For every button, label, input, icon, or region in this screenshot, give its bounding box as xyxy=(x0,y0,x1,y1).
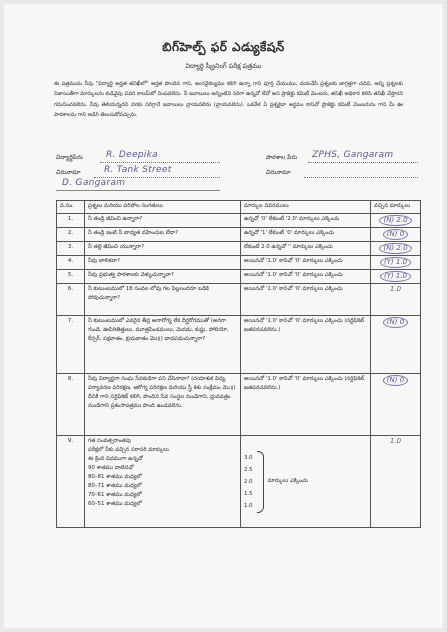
header-scoring: మార్కుల వివరములు xyxy=(241,201,371,214)
scale-value: 2.0 xyxy=(244,478,253,485)
q9-line: గత సంవత్సరాంతపు xyxy=(88,438,131,444)
address-line-2 xyxy=(56,190,220,191)
student-name-label: విద్యార్థిపేరు xyxy=(56,154,83,161)
row-mark-cell[interactable] xyxy=(371,256,421,270)
row-scoring: లేకుంటే 2.0 ఉన్నచో '' మార్కులు ఎక్కించు xyxy=(241,242,371,256)
row-question: నీ కుటుంబములో 18 సంవల లోపు గల పిల్లలందరూ బడికి పోవుచున్నారా? xyxy=(85,284,241,316)
header-question: ప్రశ్నలు మరియు పరిపోల సంగతులు xyxy=(85,201,241,214)
row-mark: (Y) 1.0 xyxy=(380,271,411,282)
row-mark-cell[interactable] xyxy=(371,228,421,242)
brace-shape xyxy=(257,451,264,513)
table-row xyxy=(57,436,421,528)
row-number: 3. xyxy=(57,242,85,256)
row-scoring: అయినచో '1.0' కానిచో '0' మార్కులు ఎక్కించు (సర్టిఫికెట్ జతపరచవలెను.) xyxy=(241,316,371,374)
row-mark-cell[interactable] xyxy=(371,436,421,528)
table-row xyxy=(57,228,421,242)
row-mark: (N) 0 xyxy=(383,375,408,386)
row-mark: (N) 0 xyxy=(383,229,408,240)
row-mark: (Y) 1.0 xyxy=(380,257,411,268)
row-number: 8. xyxy=(57,374,85,436)
row-mark-cell[interactable] xyxy=(371,242,421,256)
q9-line: ఈ క్రింది విధముగా ఉన్నచో xyxy=(88,456,143,462)
form-sheet xyxy=(4,4,443,628)
q9-line: 90 శాతము దాటినచో xyxy=(88,465,134,471)
table-header-row xyxy=(57,201,421,214)
row-question: నీ తండ్రి జీవించి ఉన్నారా? xyxy=(85,214,241,228)
table-row xyxy=(57,256,421,270)
row-scoring: ఉన్నచో '1' లేకుంటే '0' మార్కులు ఎక్కించు xyxy=(241,228,371,242)
row-number: 7. xyxy=(57,316,85,374)
row-mark: (N) 2.0 xyxy=(379,215,411,226)
table-row xyxy=(57,242,421,256)
row-scoring: అయినచో '1.0' కానిచో '0' మార్కులు ఎక్కించు xyxy=(241,270,371,284)
table-row xyxy=(57,214,421,228)
row-question: నీవు బాలికవా? xyxy=(85,256,241,270)
school-name-value[interactable]: ZPHS, Gangaram xyxy=(312,150,394,160)
scale-value: 1.0 xyxy=(244,502,253,509)
row-mark-cell[interactable] xyxy=(371,214,421,228)
row-mark: (N) 2.0 xyxy=(379,243,411,254)
table-row xyxy=(57,316,421,374)
table-row xyxy=(57,284,421,316)
scale-value: 3.0 xyxy=(244,454,253,461)
row-mark: 1.0 xyxy=(389,285,402,293)
student-name-value[interactable]: R. Deepika xyxy=(106,150,158,160)
row-number: 2. xyxy=(57,228,85,242)
q9-line: పరీక్షలో నీకు వచ్చిన సరాసరి మార్కులు xyxy=(88,447,169,453)
row-scoring: అయినచో '1.0' కానిచో '0' మార్కులు ఎక్కించు xyxy=(241,256,371,270)
table-row xyxy=(57,270,421,284)
row-number: 4. xyxy=(57,256,85,270)
row-mark-cell[interactable] xyxy=(371,270,421,284)
scale-value: 1.5 xyxy=(244,490,253,497)
row-question: నీ తల్లి జీవించి యున్నారా? xyxy=(85,242,241,256)
address-line-right xyxy=(304,177,418,178)
instructions-paragraph: ఈ పత్రమును నీవు "విద్యార్థి అర్హత తనిఖీలో" అర్హత పొందిన గాని, అంగవైకల్యము కలిగి ఉన్నా గాని పూర్తి చేయుము, దయచేసి ప్రశ్నలకు జాగ్రత్తగా చదివి, అన్ని ప్రశ్నలకు నిజాయితీగా మార్కులను కుడివైపు చివరి కాలమ్‌లో నింపవలెను. నీ జవాబులు అన్నింటిని సరిగా ఉన్నవో లేవో అని ప్రాజెక్టు కమిటీ మెంబరు, తనిఖీ అధికారి కలిసి తనిఖీ చేస్తారని గమనించవలెను. నీవు తెలియన్నదని వరకు సరిగ్గానే జవాబులు వ్రాయవలెను (వ్రాయవలెను). ఒకవేళ ఏ ప్రశ్నకైనా అర్థము కానిచో ప్రాజెక్టు కమిటీ మెంబరును గాని మీ ఊ పాఠశాలను గాని అడిగి తెలుసుకోవచ్చును. xyxy=(54,81,403,119)
form-subtitle: విద్యార్థి స్క్రీనింగ్ పరీక్ష పత్రము xyxy=(185,62,262,70)
row-number: 5. xyxy=(57,270,85,284)
row-mark: (N) 0 xyxy=(383,317,408,328)
address-label-left: చిరునామా xyxy=(56,169,81,176)
scale-label: మార్కులు ఎక్కించు xyxy=(267,478,308,484)
row-scoring: అయినచో '1.0' కానిచో '0' మార్కులు ఎక్కించు xyxy=(241,284,371,316)
row-number: 9. xyxy=(57,436,85,528)
row-question: నీవు ప్రభుత్వ పాఠశాలకు వెళ్ళుచున్నావా? xyxy=(85,270,241,284)
q9-line: 70–61 శాతము మధ్యలో xyxy=(88,492,142,498)
row-mark: 1.0 xyxy=(389,437,402,445)
school-name-label: పాఠశాల పేరు xyxy=(266,154,298,161)
address-value-line1[interactable]: R. Tank Street xyxy=(104,165,172,175)
header-marks: వచ్చిన మార్కులు xyxy=(371,201,421,214)
q9-line: 80–71 శాతము మధ్యలో xyxy=(88,483,142,489)
address-label-right: చిరునామా xyxy=(266,169,291,176)
row-mark-cell[interactable] xyxy=(371,316,421,374)
q9-line: 80–81 శాతము మధ్యలో xyxy=(88,474,142,480)
school-name-line xyxy=(308,162,418,163)
row-question: నీ తండ్రి ఇంటి నీ బాధ్యత వహించుట లేదా? xyxy=(85,228,241,242)
q9-line: 60–51 శాతము మధ్యలో xyxy=(88,501,142,507)
row-mark-cell[interactable] xyxy=(371,284,421,316)
header-no: వ.సం. xyxy=(57,201,85,214)
form-title: బిగ్‌హెల్ప్ ఫర్ ఎడ్యుకేషన్ xyxy=(162,40,285,54)
row-scoring: ఉన్నచో '0' లేకుంటే '2.0' మార్కులు ఎక్కించు xyxy=(241,214,371,228)
row-scoring: అయినచో '1.0' కానిచో '0' మార్కులు ఎక్కించు (సర్టిఫికెట్ జతపరచవలెను.) xyxy=(241,374,371,436)
table-row xyxy=(57,374,421,436)
row-question xyxy=(85,436,241,528)
row-mark-cell[interactable] xyxy=(371,374,421,436)
row-scoring xyxy=(241,436,371,528)
screening-table xyxy=(56,200,421,528)
row-number: 1. xyxy=(57,214,85,228)
row-number: 6. xyxy=(57,284,85,316)
row-question: నీ కుటుంబములో ఎవరైన తీవ్ర అనారోగ్య లేక దీర్ఘరోగముతో (అనగా గుండె, ఊపిరితిత్తులు, మూత్రపిండములు, మెదడు, కుష్ఠు, పోలియో, కేన్సర్, పక్షవాతం, క్షయవాతం మొ॥) బాధపడుచున్నారా? xyxy=(85,316,241,374)
student-name-line xyxy=(100,162,220,163)
row-question: నీవు విద్యార్జనా సంఘ సేవకుడిగా పని చేసినావా? (దయాశుక విద్య, పర్యావరణ పరిరక్షణ, ఆరోగ్య పరిరక్షణ మరియు స్త్రీ శిశు సంక్షేమం మొ॥) దీనికి గాని సర్టిఫికెట్ కలిగి, పొందిన సేవ సంస్థల నుండిగాని, ధ్రువపత్రం నుండిగాని ప్రశంసాపత్రము పొంది ఉండవలెను. xyxy=(85,374,241,436)
scale-value: 2.5 xyxy=(244,466,253,473)
address-value-line2[interactable]: D. Gangaram xyxy=(62,178,126,188)
marks-scale xyxy=(244,451,367,513)
